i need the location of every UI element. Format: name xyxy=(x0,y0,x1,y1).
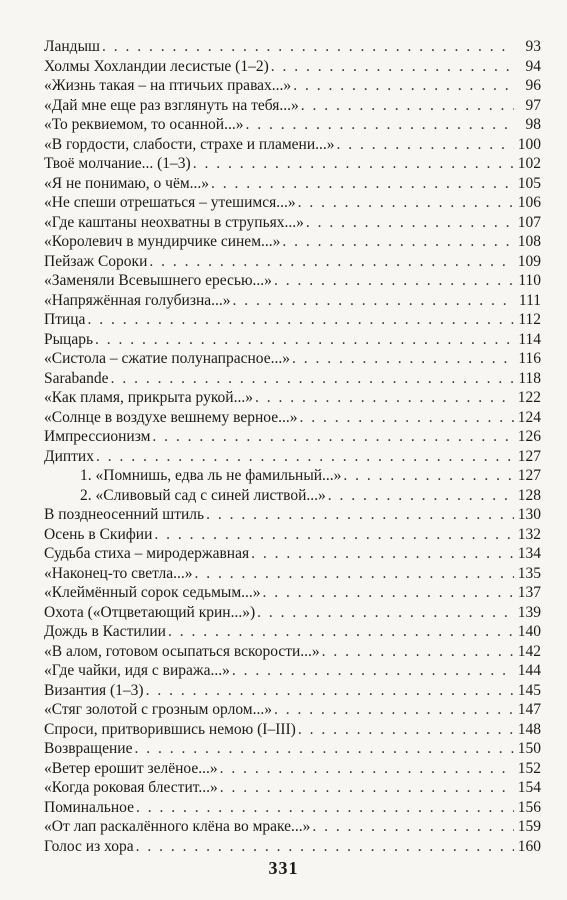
toc-entry xyxy=(44,115,541,135)
toc-entry xyxy=(44,739,541,759)
toc-entry xyxy=(44,544,541,564)
dot-leader xyxy=(233,291,514,311)
toc-entry-page: 150 xyxy=(517,740,541,757)
toc-entry-page: 102 xyxy=(517,155,541,172)
toc-entry xyxy=(44,408,541,428)
dot-leader xyxy=(322,642,514,662)
page-number: 331 xyxy=(268,858,299,878)
toc-entry-title: Голос из хора xyxy=(44,837,134,855)
toc-entry-title: Византия (1–3) xyxy=(44,681,144,699)
toc-entry-title: «Как пламя, прикрыта рукой...» xyxy=(44,389,253,406)
toc-entry-page: 152 xyxy=(517,759,541,777)
toc-entry xyxy=(44,759,541,779)
dot-leader xyxy=(282,232,514,252)
toc-entry-title: Спроси, притворившись немою (I–III) xyxy=(44,720,296,738)
dot-leader xyxy=(102,37,514,57)
dot-leader xyxy=(343,466,514,486)
dot-leader xyxy=(136,798,514,818)
toc-entry xyxy=(44,642,541,662)
toc-entry-title: Пейзаж Сороки xyxy=(44,252,148,270)
toc-entry-page: 110 xyxy=(518,272,541,289)
toc-entry-title: Поминальное xyxy=(44,798,134,816)
toc-entry xyxy=(44,330,541,350)
dot-leader xyxy=(211,174,514,194)
toc-entry-title: 1. «Помнишь, едва ль не фамильный...» xyxy=(80,467,342,484)
dot-leader xyxy=(87,310,514,330)
toc-entry xyxy=(44,583,541,603)
toc-entry-page: 147 xyxy=(517,701,541,718)
toc-entry-title: Sarabande xyxy=(44,369,109,387)
toc-entry xyxy=(44,154,541,174)
toc-entry-page: 116 xyxy=(518,350,541,367)
dot-leader xyxy=(274,271,514,291)
toc-entry xyxy=(44,681,541,701)
toc-entry-page: 134 xyxy=(517,545,541,562)
toc-entry-page: 108 xyxy=(517,233,541,250)
dot-leader xyxy=(298,193,514,213)
dot-leader xyxy=(306,213,514,233)
toc-entry xyxy=(44,427,541,447)
toc-entry-title: «Заменяли Всевышнего ересью...» xyxy=(44,272,272,289)
toc-entry xyxy=(44,505,541,525)
toc-entry xyxy=(44,135,541,155)
toc-entry xyxy=(44,349,541,369)
dot-leader xyxy=(96,447,514,467)
toc-entry-title: Ландыш xyxy=(44,38,100,55)
dot-leader xyxy=(257,603,514,623)
dot-leader xyxy=(251,544,514,564)
dot-leader xyxy=(337,135,515,155)
toc-entry xyxy=(44,388,541,408)
dot-leader xyxy=(245,115,514,135)
toc-entry-title: «Систола – сжатие полунапрасное...» xyxy=(44,350,290,367)
toc-entry xyxy=(44,193,541,213)
dot-leader xyxy=(136,837,514,857)
dot-leader xyxy=(220,759,514,779)
toc-entry-page: 114 xyxy=(518,330,541,348)
dot-leader xyxy=(193,154,514,174)
toc-entry-page: 142 xyxy=(517,642,541,660)
toc-entry-page: 118 xyxy=(518,369,541,387)
toc-entry-title: В позднеосенний штиль xyxy=(44,506,205,523)
toc-entry-title: Диптих xyxy=(44,447,94,465)
dot-leader xyxy=(95,330,514,350)
toc-entry xyxy=(44,837,541,857)
toc-entry-title: Твоё молчание... (1–3) xyxy=(44,155,191,172)
dot-leader xyxy=(301,96,514,116)
dot-leader xyxy=(293,76,514,96)
dot-leader xyxy=(299,408,514,428)
toc-entry-page: 100 xyxy=(517,135,541,153)
dot-leader xyxy=(292,349,514,369)
toc-entry-page: 96 xyxy=(525,77,541,94)
toc-entry-page: 135 xyxy=(517,564,541,582)
toc-entry-page: 107 xyxy=(517,213,541,231)
toc-entry-title: «Когда роковая блестит...» xyxy=(44,779,218,796)
dot-leader xyxy=(298,720,514,740)
toc-entry xyxy=(44,174,541,194)
dot-leader xyxy=(263,583,514,603)
toc-entry-title: Дождь в Кастилии xyxy=(44,623,166,640)
toc-entry xyxy=(44,213,541,233)
toc-entry-title: 2. «Сливовый сад с синей листвой...» xyxy=(80,486,326,504)
toc-entry-title: Судьба стиха – миродержавная xyxy=(44,545,250,562)
dot-leader xyxy=(111,369,514,389)
toc-entry-page: 139 xyxy=(517,603,541,621)
toc-entry-page: 127 xyxy=(517,467,541,484)
toc-entry-page: 148 xyxy=(517,720,541,738)
toc-entry-page: 144 xyxy=(517,662,541,679)
toc-entry xyxy=(44,447,541,467)
toc-entry-page: 128 xyxy=(517,486,541,504)
dot-leader xyxy=(168,622,514,642)
toc-entry xyxy=(44,622,541,642)
toc-entry-title: «Где каштаны неохватны в струпьях...» xyxy=(44,213,304,231)
toc-entry xyxy=(44,564,541,584)
toc-entry xyxy=(44,37,541,57)
dot-leader xyxy=(154,525,514,545)
toc-entry xyxy=(44,252,541,272)
toc-entry-title: «То реквиемом, то осанной...» xyxy=(44,116,244,133)
dot-leader xyxy=(312,817,514,837)
toc-entry-title: «Я не понимаю, о чём...» xyxy=(44,174,210,192)
dot-leader xyxy=(232,661,514,681)
dot-leader xyxy=(206,505,514,525)
toc-entry-title: «Не спеши отрешаться – утешимся...» xyxy=(44,194,296,211)
toc-entry-page: 159 xyxy=(517,818,541,835)
toc-entry-page: 145 xyxy=(517,681,541,699)
toc-entry xyxy=(44,661,541,681)
dot-leader xyxy=(274,700,514,720)
toc-entry-title: Осень в Скифии xyxy=(44,525,153,543)
toc-entry-page: 160 xyxy=(517,837,541,855)
toc-entry xyxy=(44,817,541,837)
toc-entry-title: «Стяг золотой с грозным орлом...» xyxy=(44,701,272,718)
toc-entry xyxy=(44,271,541,291)
toc-entry xyxy=(44,57,541,77)
toc-entry-title: Птица xyxy=(44,311,86,328)
toc-entry xyxy=(44,76,541,96)
toc-entry xyxy=(44,720,541,740)
toc-entry-page: 126 xyxy=(517,428,541,445)
toc-entry-page: 130 xyxy=(517,506,541,523)
toc-entry-page: 156 xyxy=(517,798,541,816)
toc-entry-title: «Солнце в воздухе вешнему верное...» xyxy=(44,408,298,426)
dot-leader xyxy=(328,486,514,506)
toc-entry xyxy=(44,778,541,798)
toc-entry-page: 122 xyxy=(517,389,541,406)
toc-entry-page: 137 xyxy=(517,584,541,601)
toc-entry xyxy=(44,466,541,486)
toc-entry xyxy=(44,798,541,818)
toc-entry-title: «Ветер ерошит зелёное...» xyxy=(44,759,218,777)
dot-leader xyxy=(195,564,514,584)
toc-entry xyxy=(44,525,541,545)
dot-leader xyxy=(255,388,514,408)
dot-leader xyxy=(271,57,514,77)
toc-entry xyxy=(44,369,541,389)
toc-entry-title: «Наконец-то светла...» xyxy=(44,564,193,582)
toc-entry-page: 93 xyxy=(525,38,541,55)
toc-entry xyxy=(44,603,541,623)
toc-entry-page: 94 xyxy=(525,57,541,75)
table-of-contents xyxy=(44,37,541,856)
toc-entry-title: «Королевич в мундирчике синем...» xyxy=(44,233,281,250)
toc-entry-page: 127 xyxy=(517,447,541,465)
toc-entry xyxy=(44,232,541,252)
toc-entry-title: «Дай мне еще раз взглянуть на тебя...» xyxy=(44,96,299,114)
toc-entry xyxy=(44,96,541,116)
toc-entry-title: «Жизнь такая – на птичьих правах...» xyxy=(44,77,292,94)
toc-entry-title: «В алом, готовом осыпаться вскорости...» xyxy=(44,642,320,660)
toc-entry-title: Рыцарь xyxy=(44,330,94,348)
toc-entry-title: Холмы Хохландии лесистые (1–2) xyxy=(44,57,269,75)
toc-entry xyxy=(44,291,541,311)
toc-entry-page: 105 xyxy=(517,174,541,192)
toc-entry-page: 98 xyxy=(525,116,541,133)
toc-entry-title: «Напряжённая голубизна...» xyxy=(44,291,231,309)
dot-leader xyxy=(152,427,514,447)
toc-entry xyxy=(44,486,541,506)
toc-entry-title: «От лап раскалённого клёна во мраке...» xyxy=(44,818,311,835)
toc-entry-page: 124 xyxy=(517,408,541,426)
toc-entry-title: Импрессионизм xyxy=(44,428,151,445)
toc-entry-page: 109 xyxy=(517,252,541,270)
toc-entry-title: «Клеймённый сорок седьмым...» xyxy=(44,584,261,601)
toc-entry-page: 154 xyxy=(517,779,541,796)
dot-leader xyxy=(146,681,514,701)
toc-entry-title: Охота («Отцветающий крин...») xyxy=(44,603,256,621)
dot-leader xyxy=(220,778,514,798)
toc-entry-page: 97 xyxy=(525,96,541,114)
toc-entry xyxy=(44,310,541,330)
toc-entry xyxy=(44,700,541,720)
toc-entry-page: 112 xyxy=(518,311,541,328)
dot-leader xyxy=(149,252,514,272)
toc-entry-title: Возвращение xyxy=(44,740,133,757)
toc-entry-page: 132 xyxy=(517,525,541,543)
toc-entry-page: 111 xyxy=(518,291,541,309)
toc-entry-title: «Где чайки, идя с виража...» xyxy=(44,662,230,679)
dot-leader xyxy=(134,739,514,759)
toc-entry-page: 140 xyxy=(517,623,541,640)
toc-entry-title: «В гордости, слабости, страхе и пламени...» xyxy=(44,135,335,153)
toc-entry-page: 106 xyxy=(517,194,541,211)
